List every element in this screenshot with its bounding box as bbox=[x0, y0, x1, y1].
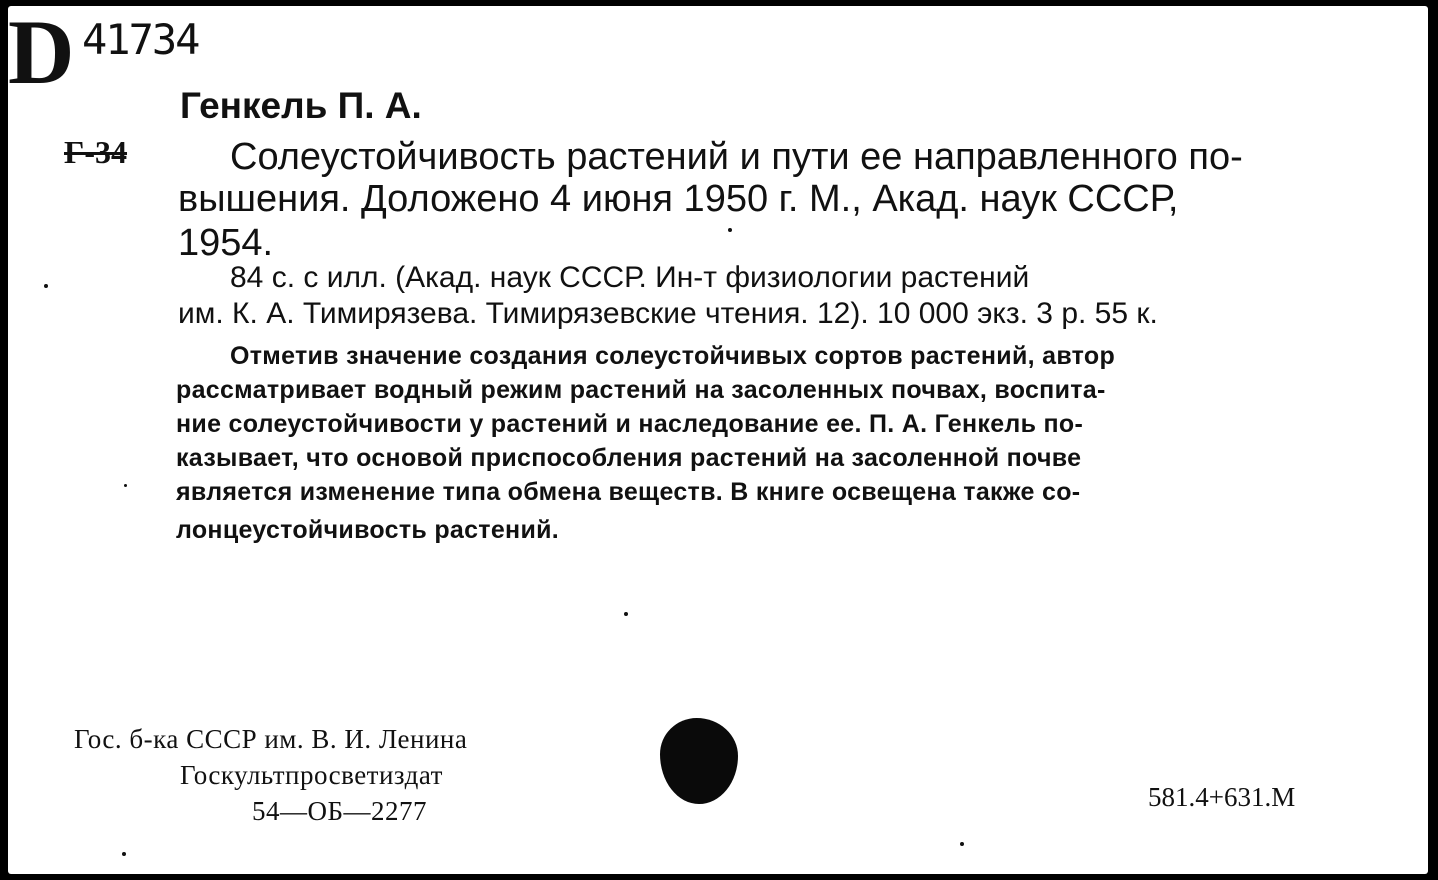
title-line-3: 1954. bbox=[178, 222, 274, 264]
call-number-letter: D bbox=[8, 6, 75, 103]
shelf-mark-crossed-out: Г-34 bbox=[64, 134, 128, 170]
title-line-1: Солеустойчивость растений и пути ее направленного по- bbox=[230, 136, 1243, 178]
annotation-line-2: рассматривает водный режим растений на засоленных почвах, воспита- bbox=[176, 376, 1106, 404]
annotation-line-6: лонцеустойчивость растений. bbox=[176, 516, 560, 544]
annotation-line-3: ние солеустойчивости у растений и наследование ее. П. А. Генкель по- bbox=[176, 410, 1084, 438]
ink-speck bbox=[960, 842, 964, 846]
footer-order-number: 54—ОБ—2277 bbox=[252, 796, 428, 826]
annotation-line-1: Отметив значение создания солеустойчивых сортов растений, автор bbox=[230, 342, 1116, 370]
ink-speck bbox=[124, 484, 127, 487]
collation-line-1: 84 с. с илл. (Акад. наук СССР. Ин-т физиологии растений bbox=[230, 261, 1030, 294]
annotation-line-5: является изменение типа обмена веществ. В книге освещена также со- bbox=[176, 478, 1081, 506]
title-line-2: вышения. Доложено 4 июня 1950 г. М., Акад. наук СССР, bbox=[178, 178, 1179, 220]
ink-speck bbox=[122, 852, 126, 856]
footer-library: Гос. б-ка СССР им. В. И. Ленина bbox=[74, 724, 468, 754]
punch-hole bbox=[660, 718, 738, 804]
call-number-handwritten: 41734 bbox=[82, 15, 199, 64]
ink-speck bbox=[44, 284, 48, 288]
classification-code: 581.4+631.М bbox=[1148, 782, 1296, 812]
ink-speck bbox=[728, 228, 732, 232]
annotation-line-4: казывает, что основой приспособления растений на засоленной почве bbox=[176, 444, 1082, 472]
ink-speck bbox=[624, 612, 628, 616]
catalog-card bbox=[8, 6, 1428, 874]
collation-line-2: им. К. А. Тимирязева. Тимирязевские чтения. 12). 10 000 экз. 3 р. 55 к. bbox=[178, 297, 1158, 330]
footer-publisher: Госкультпросветиздат bbox=[180, 760, 443, 790]
author-heading: Генкель П. А. bbox=[180, 85, 422, 126]
